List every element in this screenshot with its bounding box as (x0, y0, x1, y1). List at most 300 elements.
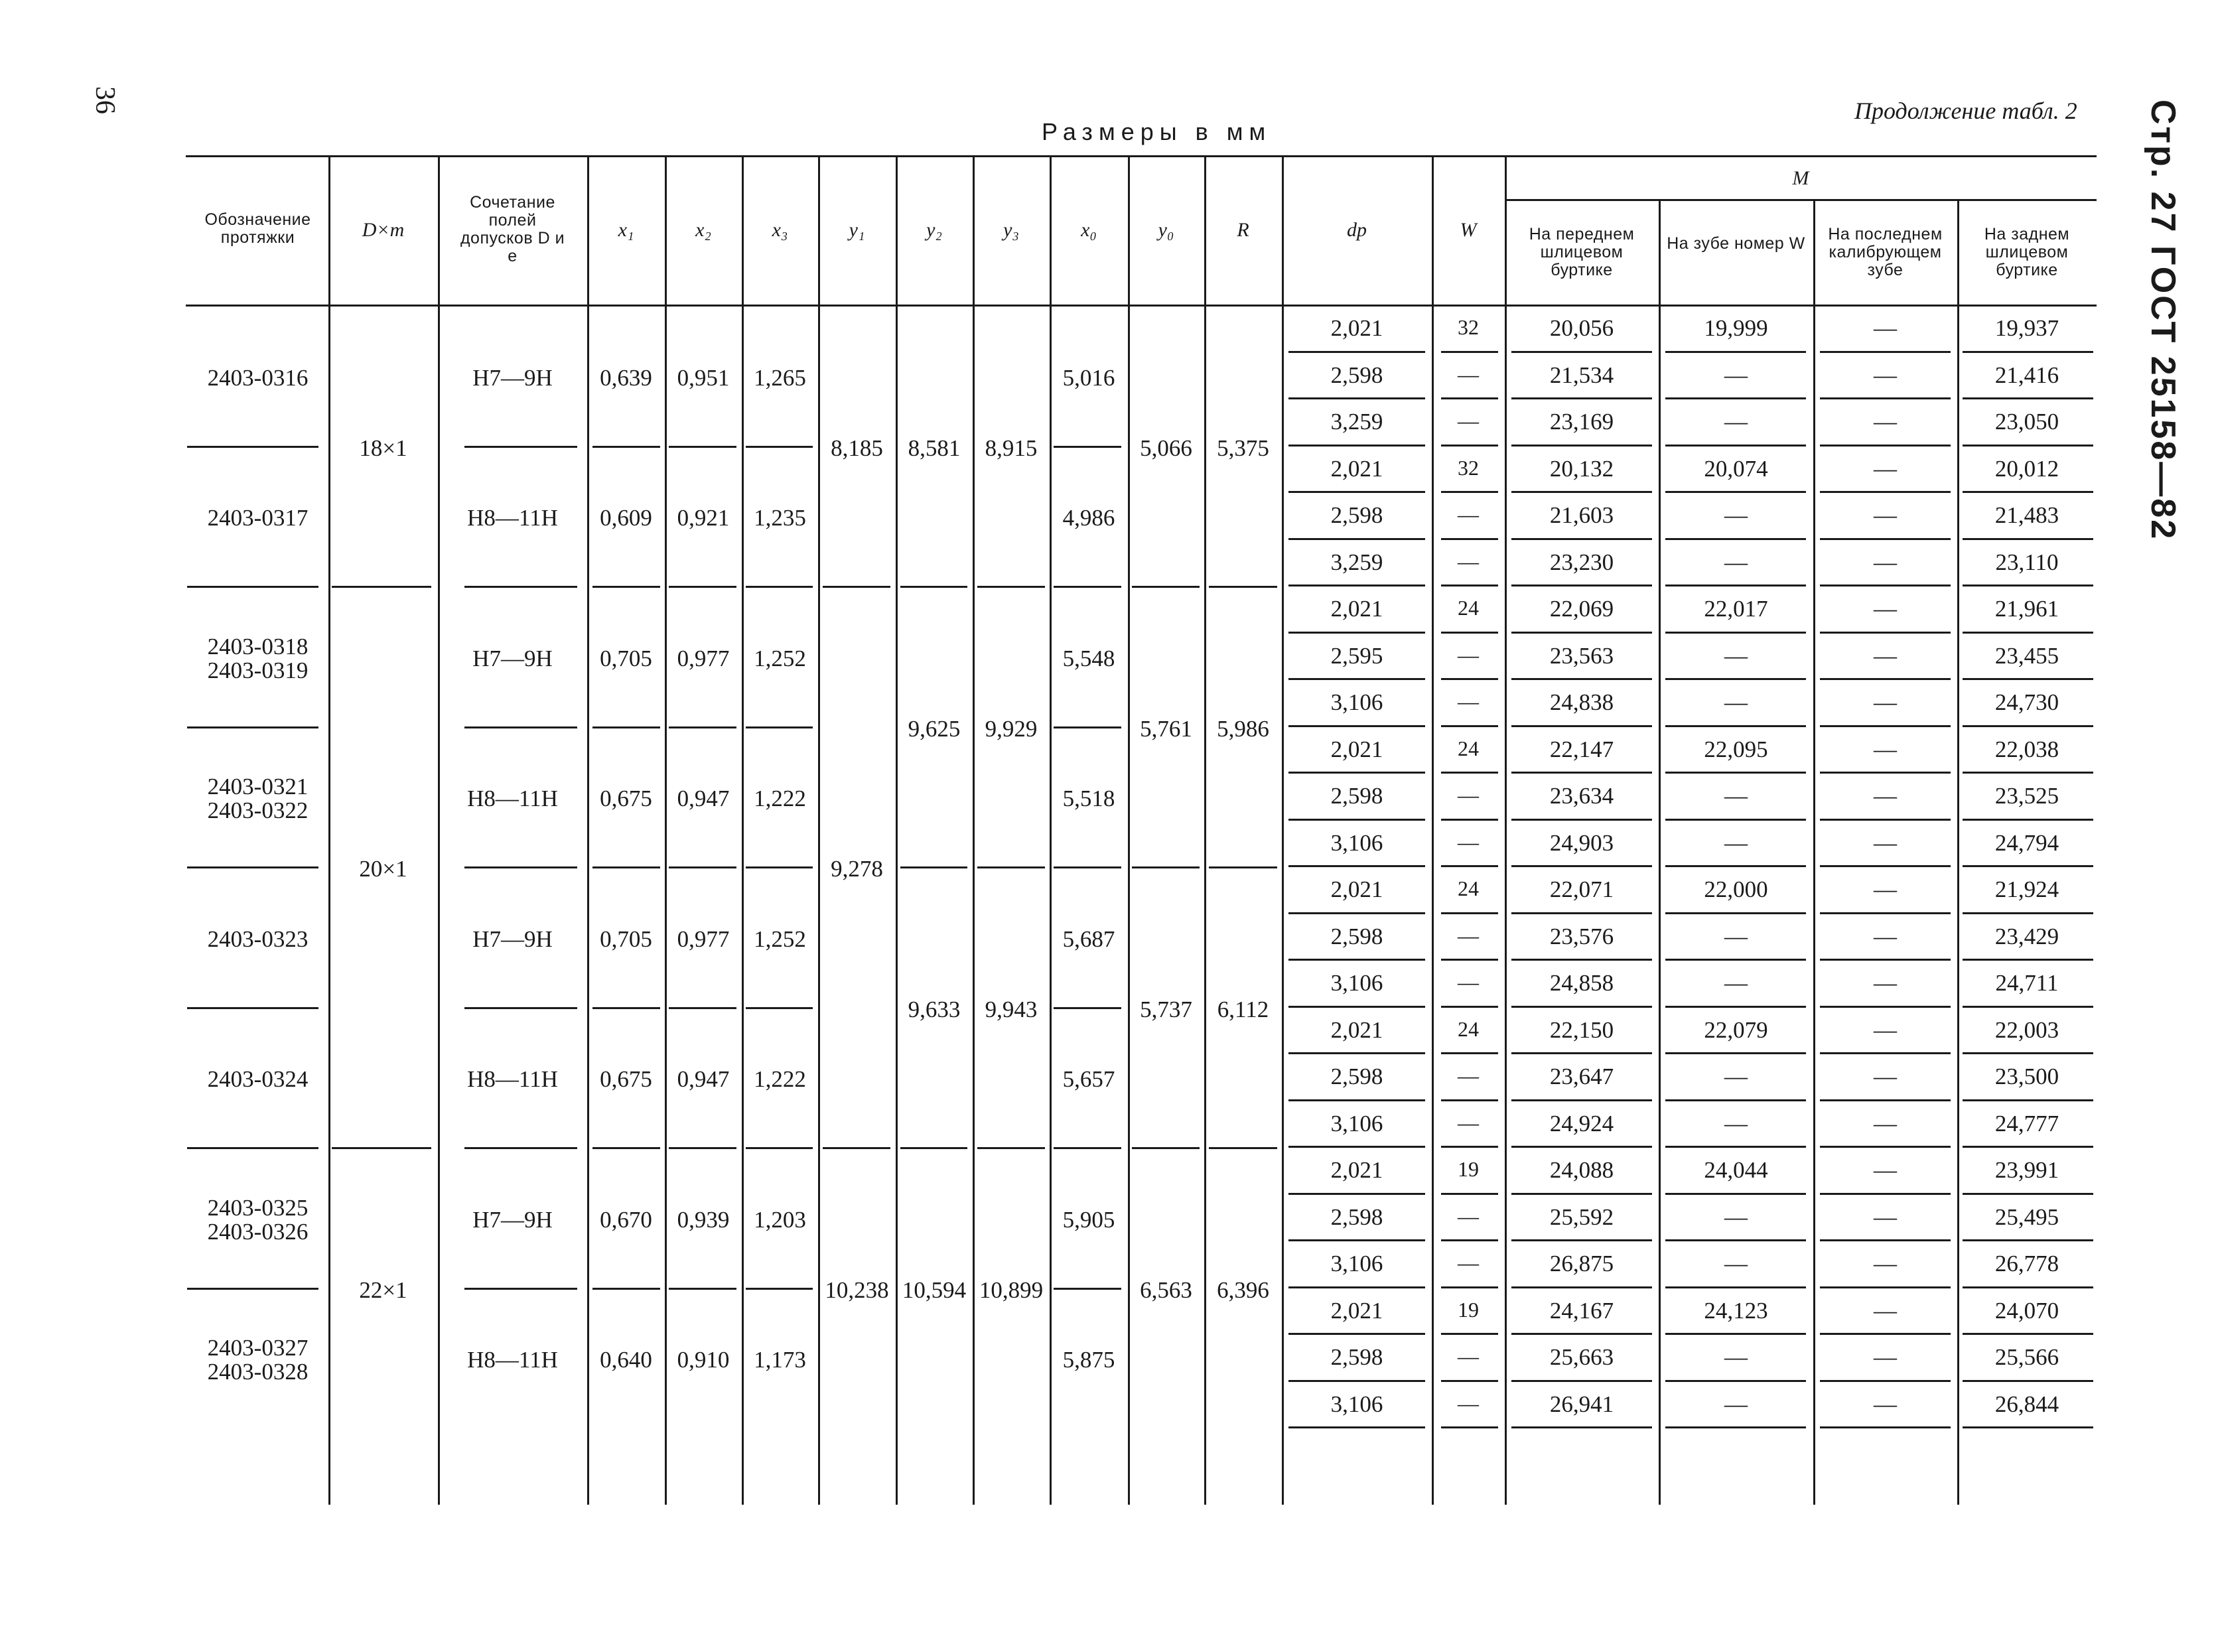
row-rule (1963, 585, 2093, 586)
header-designation: Обозначение протяжки (204, 210, 311, 247)
m-tooth-cell: 22,079 (1704, 1016, 1768, 1043)
row-rule (1288, 1052, 1425, 1054)
row-rule (1820, 959, 1951, 961)
w-cell: — (1458, 923, 1479, 947)
block-separator (669, 866, 736, 868)
m-last-cell: — (1874, 923, 1897, 949)
m-front-cell: 23,230 (1549, 549, 1614, 575)
w-cell: 24 (1458, 1016, 1479, 1041)
m-front-cell: 24,088 (1549, 1157, 1614, 1184)
m-last-cell: — (1874, 829, 1897, 856)
w-cell: — (1458, 642, 1479, 667)
block-separator (669, 446, 736, 448)
block-separator (592, 1147, 660, 1149)
designation-cell: 2403-0326 (207, 1218, 309, 1245)
block-separator (746, 726, 813, 728)
x2-cell: 0,977 (677, 926, 730, 952)
m-rear-cell: 23,500 (1994, 1064, 2059, 1090)
x1-cell: 0,675 (600, 1066, 652, 1093)
row-rule (1441, 1426, 1498, 1428)
dp-cell: 2,595 (1330, 642, 1383, 669)
designation-cell: 2403-0323 (207, 926, 309, 952)
row-rule (1288, 397, 1425, 399)
block-separator (187, 446, 318, 448)
block-separator (464, 1147, 577, 1149)
m-rear-cell: 21,416 (1994, 362, 2059, 388)
block-separator (592, 1288, 660, 1290)
group-separator (823, 1147, 890, 1149)
w-cell: — (1458, 1251, 1479, 1275)
row-rule (1665, 538, 1806, 540)
m-tooth-cell: 22,000 (1704, 876, 1768, 903)
row-rule (1441, 1286, 1498, 1288)
column-line (1050, 155, 1052, 1505)
pair-separator (900, 1147, 967, 1149)
row-rule (1963, 1380, 2093, 1382)
dp-cell: 2,598 (1330, 362, 1383, 388)
w-cell: — (1458, 362, 1479, 386)
block-separator (746, 1007, 813, 1009)
m-front-cell: 23,576 (1549, 923, 1614, 949)
column-line (328, 155, 330, 1505)
x0-cell: 5,687 (1062, 926, 1115, 952)
tolerance-cell: H7—9H (472, 364, 553, 391)
dp-cell: 2,598 (1330, 923, 1383, 949)
row-rule (1820, 1426, 1951, 1428)
m-front-cell: 26,941 (1549, 1391, 1614, 1417)
column-line (1505, 155, 1507, 1505)
column-line (587, 155, 589, 1505)
designation-cell: 2403-0327 (207, 1335, 309, 1361)
block-separator (592, 726, 660, 728)
row-rule (1511, 1052, 1652, 1054)
x3-cell: 1,252 (754, 645, 806, 671)
block-separator (187, 726, 318, 728)
r-cell: 6,112 (1217, 996, 1269, 1022)
pair-separator (977, 586, 1045, 588)
row-rule (1665, 912, 1806, 914)
row-rule (1665, 819, 1806, 821)
row-rule (1665, 1006, 1806, 1008)
row-rule (1288, 491, 1425, 493)
block-separator (746, 446, 813, 448)
row-rule (1963, 678, 2093, 680)
block-separator (464, 866, 577, 868)
x3-cell: 1,203 (754, 1206, 806, 1233)
row-rule (1665, 1052, 1806, 1054)
header-y1: y₁ (849, 219, 865, 241)
header-bottom-rule (186, 305, 2097, 307)
row-rule (1441, 1006, 1498, 1008)
standard-side-title: Стр. 27 ГОСТ 25158—82 (2144, 100, 2182, 541)
m-front-cell: 21,534 (1549, 362, 1614, 388)
row-rule (1288, 585, 1425, 586)
dp-cell: 2,598 (1330, 783, 1383, 809)
row-rule (1511, 912, 1652, 914)
x3-cell: 1,235 (754, 505, 806, 531)
designation-cell: 2403-0317 (207, 505, 309, 531)
m-tooth-cell: 20,074 (1704, 455, 1768, 482)
header-x1: x₁ (618, 219, 634, 241)
row-rule (1288, 1333, 1425, 1335)
row-rule (1288, 772, 1425, 774)
column-line (1957, 199, 1959, 1505)
row-rule (1665, 1333, 1806, 1335)
row-rule (1820, 632, 1951, 634)
column-line (438, 155, 440, 1505)
designation-cell: 2403-0316 (207, 364, 309, 391)
dp-cell: 2,598 (1330, 502, 1383, 529)
row-rule (1441, 351, 1498, 353)
header-m-tooth: На зубе номер W (1667, 234, 1805, 253)
row-rule (1441, 491, 1498, 493)
row-rule (1820, 351, 1951, 353)
row-rule (1288, 912, 1425, 914)
dp-cell: 3,106 (1330, 1251, 1383, 1277)
m-tooth-cell: — (1724, 1391, 1748, 1417)
m-front-cell: 26,875 (1549, 1251, 1614, 1277)
row-rule (1288, 725, 1425, 727)
row-rule (1441, 865, 1498, 867)
m-tooth-cell: 24,123 (1704, 1297, 1768, 1324)
row-rule (1511, 585, 1652, 586)
m-last-cell: — (1874, 362, 1897, 388)
block-separator (669, 1288, 736, 1290)
block-separator (746, 866, 813, 868)
row-rule (1511, 445, 1652, 447)
block-separator (1054, 866, 1121, 868)
x2-cell: 0,921 (677, 505, 730, 531)
m-front-cell: 24,838 (1549, 689, 1614, 716)
row-rule (1441, 1380, 1498, 1382)
row-rule (1963, 725, 2093, 727)
m-rear-cell: 24,711 (1995, 970, 2059, 997)
dp-cell: 2,598 (1330, 1204, 1383, 1230)
dp-cell: 2,021 (1330, 1157, 1383, 1184)
row-rule (1820, 397, 1951, 399)
row-rule (1665, 585, 1806, 586)
x0-cell: 5,905 (1062, 1206, 1115, 1233)
group-separator (332, 586, 431, 588)
m-front-cell: 20,132 (1549, 455, 1614, 482)
r-cell: 6,396 (1217, 1276, 1269, 1303)
x3-cell: 1,222 (754, 786, 806, 812)
row-rule (1511, 678, 1652, 680)
row-rule (1441, 1146, 1498, 1148)
block-separator (592, 446, 660, 448)
row-rule (1441, 678, 1498, 680)
m-rear-cell: 21,924 (1994, 876, 2059, 903)
w-cell: — (1458, 549, 1479, 573)
tolerance-cell: H7—9H (472, 645, 553, 671)
pair-separator (1209, 1147, 1277, 1149)
row-rule (1665, 1286, 1806, 1288)
pair-separator (977, 1147, 1045, 1149)
m-tooth-cell: — (1724, 1204, 1748, 1230)
m-front-cell: 22,150 (1549, 1016, 1614, 1043)
row-rule (1511, 1099, 1652, 1101)
m-last-cell: — (1874, 596, 1897, 622)
header-w: W (1460, 219, 1477, 241)
m-tooth-cell: — (1724, 1344, 1748, 1371)
dp-cell: 2,598 (1330, 1344, 1383, 1371)
m-last-cell: — (1874, 1204, 1897, 1230)
m-front-cell: 25,592 (1549, 1204, 1614, 1230)
designation-cell: 2403-0322 (207, 797, 309, 824)
row-rule (1820, 1006, 1951, 1008)
w-cell: — (1458, 1344, 1479, 1369)
column-line (1204, 155, 1206, 1505)
dp-cell: 3,259 (1330, 409, 1383, 435)
row-rule (1511, 1426, 1652, 1428)
block-separator (1054, 1288, 1121, 1290)
y2-cell: 8,581 (908, 435, 961, 461)
dp-cell: 3,106 (1330, 970, 1383, 997)
row-rule (1511, 1146, 1652, 1148)
m-front-cell: 22,147 (1549, 736, 1614, 762)
m-front-cell: 23,563 (1549, 642, 1614, 669)
row-rule (1820, 819, 1951, 821)
row-rule (1441, 819, 1498, 821)
m-last-cell: — (1874, 502, 1897, 529)
y2-cell: 9,633 (908, 996, 961, 1022)
w-cell: 32 (1458, 455, 1479, 480)
row-rule (1820, 1286, 1951, 1288)
block-separator (187, 1007, 318, 1009)
block-separator (669, 586, 736, 588)
x2-cell: 0,977 (677, 645, 730, 671)
row-rule (1963, 491, 2093, 493)
block-separator (669, 726, 736, 728)
row-rule (1441, 585, 1498, 586)
dxm-cell: 18×1 (359, 435, 407, 461)
x1-cell: 0,639 (600, 364, 652, 391)
block-separator (1054, 1007, 1121, 1009)
pair-separator (900, 586, 967, 588)
m-last-cell: — (1874, 876, 1897, 903)
row-rule (1441, 912, 1498, 914)
w-cell: — (1458, 783, 1479, 807)
block-separator (1054, 446, 1121, 448)
header-x3: x₃ (772, 219, 788, 241)
r-cell: 5,986 (1217, 715, 1269, 742)
m-front-cell: 24,167 (1549, 1297, 1614, 1324)
row-rule (1511, 491, 1652, 493)
row-rule (1511, 1006, 1652, 1008)
m-last-cell: — (1874, 970, 1897, 997)
row-rule (1963, 351, 2093, 353)
y3-cell: 8,915 (985, 435, 1038, 461)
row-rule (1963, 959, 2093, 961)
x2-cell: 0,951 (677, 364, 730, 391)
m-tooth-cell: 22,095 (1704, 736, 1768, 762)
row-rule (1665, 351, 1806, 353)
row-rule (1288, 819, 1425, 821)
x0-cell: 5,016 (1062, 364, 1115, 391)
y1-cell: 10,238 (825, 1276, 889, 1303)
m-rear-cell: 21,961 (1994, 596, 2059, 622)
m-front-cell: 25,663 (1549, 1344, 1614, 1371)
dp-cell: 2,021 (1330, 455, 1383, 482)
dp-cell: 2,021 (1330, 596, 1383, 622)
header-tolerance: Сочетание полей допусков D и e (460, 193, 565, 265)
row-rule (1820, 1099, 1951, 1101)
designation-cell: 2403-0328 (207, 1359, 309, 1385)
m-rear-cell: 26,778 (1994, 1251, 2059, 1277)
row-rule (1665, 1426, 1806, 1428)
row-rule (1820, 912, 1951, 914)
row-rule (1441, 1193, 1498, 1195)
x1-cell: 0,640 (600, 1347, 652, 1373)
m-rear-cell: 20,012 (1994, 455, 2059, 482)
row-rule (1963, 819, 2093, 821)
m-rear-cell: 22,038 (1994, 736, 2059, 762)
w-cell: — (1458, 1110, 1479, 1135)
row-rule (1963, 1146, 2093, 1148)
row-rule (1820, 678, 1951, 680)
row-rule (1288, 1006, 1425, 1008)
block-separator (464, 1007, 577, 1009)
y0-cell: 5,761 (1140, 715, 1192, 742)
m-rear-cell: 26,844 (1994, 1391, 2059, 1417)
row-rule (1665, 678, 1806, 680)
block-separator (464, 726, 577, 728)
x3-cell: 1,173 (754, 1347, 806, 1373)
row-rule (1511, 538, 1652, 540)
header-dxm: D×m (362, 219, 405, 241)
block-separator (464, 1288, 577, 1290)
row-rule (1288, 959, 1425, 961)
dp-cell: 2,021 (1330, 736, 1383, 762)
m-last-cell: — (1874, 1110, 1897, 1136)
row-rule (1665, 1239, 1806, 1241)
row-rule (1441, 725, 1498, 727)
y3-cell: 9,943 (985, 996, 1038, 1022)
header-m-front: На переднем шлицевом буртике (1529, 225, 1635, 279)
m-last-cell: — (1874, 1016, 1897, 1043)
m-group-rule (1505, 199, 2097, 201)
block-separator (746, 586, 813, 588)
column-line (818, 155, 820, 1505)
w-cell: — (1458, 970, 1479, 995)
row-rule (1441, 959, 1498, 961)
m-front-cell: 20,056 (1549, 315, 1614, 342)
header-y0: y₀ (1158, 219, 1174, 241)
row-rule (1288, 1146, 1425, 1148)
row-rule (1511, 819, 1652, 821)
w-cell: — (1458, 829, 1479, 854)
m-rear-cell: 25,566 (1994, 1344, 2059, 1371)
row-rule (1511, 1239, 1652, 1241)
row-rule (1665, 1193, 1806, 1195)
row-rule (1288, 1193, 1425, 1195)
row-rule (1511, 1286, 1652, 1288)
row-rule (1441, 397, 1498, 399)
pair-separator (1209, 866, 1277, 868)
m-tooth-cell: — (1724, 362, 1748, 388)
m-tooth-cell: — (1724, 923, 1748, 949)
header-y3: y₃ (1003, 219, 1019, 241)
m-last-cell: — (1874, 1297, 1897, 1324)
m-tooth-cell: 22,017 (1704, 596, 1768, 622)
m-rear-cell: 21,483 (1994, 502, 2059, 529)
m-tooth-cell: — (1724, 970, 1748, 997)
row-rule (1963, 1052, 2093, 1054)
row-rule (1511, 959, 1652, 961)
x0-cell: 4,986 (1062, 505, 1115, 531)
header-x2: x₂ (695, 219, 711, 241)
m-rear-cell: 23,991 (1994, 1157, 2059, 1184)
row-rule (1963, 1333, 2093, 1335)
dxm-cell: 22×1 (359, 1276, 407, 1303)
w-cell: 19 (1458, 1297, 1479, 1322)
y3-cell: 10,899 (979, 1276, 1044, 1303)
row-rule (1441, 1052, 1498, 1054)
row-rule (1288, 1426, 1425, 1428)
m-tooth-cell: 19,999 (1704, 315, 1768, 342)
m-tooth-cell: — (1724, 1251, 1748, 1277)
row-rule (1441, 1239, 1498, 1241)
x0-cell: 5,657 (1062, 1066, 1115, 1093)
x2-cell: 0,910 (677, 1347, 730, 1373)
m-tooth-cell: — (1724, 829, 1748, 856)
row-rule (1665, 865, 1806, 867)
dp-cell: 2,021 (1330, 315, 1383, 342)
m-last-cell: — (1874, 409, 1897, 435)
pair-separator (977, 866, 1045, 868)
m-tooth-cell: — (1724, 1110, 1748, 1136)
dp-cell: 3,106 (1330, 689, 1383, 716)
row-rule (1665, 1099, 1806, 1101)
m-front-cell: 23,634 (1549, 783, 1614, 809)
m-last-cell: — (1874, 642, 1897, 669)
page-number: 36 (90, 86, 120, 114)
m-front-cell: 22,069 (1549, 596, 1614, 622)
w-cell: 32 (1458, 315, 1479, 340)
row-rule (1963, 912, 2093, 914)
row-rule (1963, 1286, 2093, 1288)
row-rule (1820, 725, 1951, 727)
block-separator (746, 1147, 813, 1149)
dp-cell: 2,021 (1330, 1016, 1383, 1043)
pair-separator (1132, 1147, 1200, 1149)
row-rule (1820, 772, 1951, 774)
designation-cell: 2403-0319 (207, 657, 309, 683)
row-rule (1288, 678, 1425, 680)
m-rear-cell: 23,429 (1994, 923, 2059, 949)
row-rule (1820, 1146, 1951, 1148)
m-rear-cell: 24,794 (1994, 829, 2059, 856)
m-last-cell: — (1874, 736, 1897, 762)
m-tooth-cell: — (1724, 783, 1748, 809)
w-cell: — (1458, 1204, 1479, 1228)
x1-cell: 0,670 (600, 1206, 652, 1233)
header-x0: x₀ (1081, 219, 1097, 241)
row-rule (1963, 1239, 2093, 1241)
dimensions-caption: Размеры в мм (1042, 118, 1272, 145)
block-separator (669, 1147, 736, 1149)
row-rule (1963, 1426, 2093, 1428)
designation-cell: 2403-0325 (207, 1194, 309, 1221)
row-rule (1441, 445, 1498, 447)
y0-cell: 5,066 (1140, 435, 1192, 461)
row-rule (1665, 959, 1806, 961)
row-rule (1963, 865, 2093, 867)
block-separator (187, 866, 318, 868)
row-rule (1288, 865, 1425, 867)
row-rule (1665, 1146, 1806, 1148)
r-cell: 5,375 (1217, 435, 1269, 461)
